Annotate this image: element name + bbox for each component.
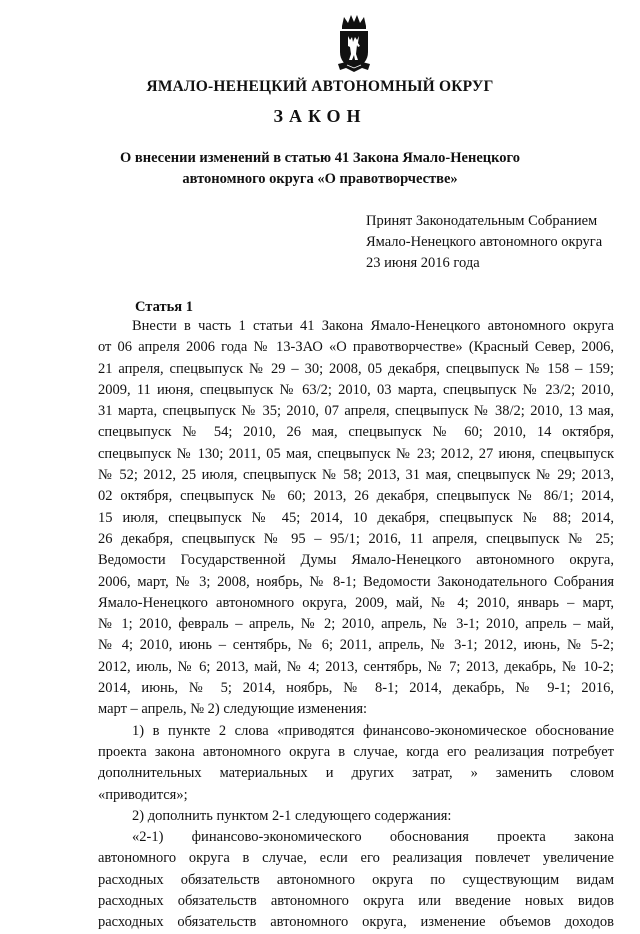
body-line: расходных обязательств автономного округа или введение новых видов xyxy=(98,893,614,910)
coat-of-arms-emblem-icon xyxy=(336,14,372,74)
body-line: 2014, июнь, № 5; 2014, ноябрь, № 8-1; 2014, декабрь, № 9-1; 2016, xyxy=(98,680,614,697)
body-line: «приводится»; xyxy=(98,786,188,803)
body-line: 31 марта, спецвыпуск № 35; 2010, 07 апреля, спецвыпуск № 38/2; 2010, 13 мая, xyxy=(98,403,614,420)
body-line: автономного округа в случае, если его реализация повлечет увеличение xyxy=(98,850,614,867)
body-line: № 52; 2012, 25 июля, спецвыпуск № 58; 2013, 31 мая, спецвыпуск № 29; 2013, xyxy=(98,467,614,484)
body-line: 02 октября, спецвыпуск № 60; 2013, 26 декабря, спецвыпуск № 86/1; 2014, xyxy=(98,488,614,505)
body-line: Ведомости Государственной Думы Ямало-Ненецкого автономного округа, xyxy=(98,552,614,569)
region-title: ЯМАЛО-НЕНЕЦКИЙ АВТОНОМНЫЙ ОКРУГ xyxy=(146,78,494,95)
law-subject-line-2: автономного округа «О правотворчестве» xyxy=(182,171,458,187)
body-line: от 06 апреля 2006 года № 13-ЗАО «О правотворчестве» (Красный Север, 2006, xyxy=(98,339,614,356)
body-line: 2006, март, № 3; 2008, ноябрь, № 8-1; Ведомости Законодательного Собрания xyxy=(98,573,614,590)
article-title: Статья 1 xyxy=(135,299,193,315)
body-line: № 1; 2010, февраль – апрель, № 2; 2010, апрель, № 3-1; 2010, апрель – май, xyxy=(98,616,614,633)
body-line: 1) в пункте 2 слова «приводятся финансово-экономическое обоснование xyxy=(132,722,614,739)
body-line: 2009, 11 июня, спецвыпуск № 63/2; 2010, 03 марта, спецвыпуск № 23/2; 2010, xyxy=(98,381,614,398)
article-body xyxy=(98,316,614,934)
body-line: 2) дополнить пунктом 2-1 следующего содержания: xyxy=(132,807,452,824)
body-line: 2012, июль, № 6; 2013, май, № 4; 2013, сентябрь, № 7; 2013, декабрь, № 10-2; xyxy=(98,658,614,675)
body-line: Внести в часть 1 статьи 41 Закона Ямало-Ненецкого автономного округа xyxy=(132,318,614,334)
body-line: 15 июля, спецвыпуск № 45; 2014, 10 декабря, спецвыпуск № 88; 2014, xyxy=(98,509,614,526)
adoption-note xyxy=(366,211,626,274)
body-line: № 4; 2010, июнь – сентябрь, № 6; 2011, апрель, № 3-1; 2012, июнь, № 5-2; xyxy=(98,637,614,654)
law-subject xyxy=(80,148,560,190)
body-line: «2-1) финансово-экономического обоснования проекта закона xyxy=(132,829,614,846)
adoption-date: 23 июня 2016 года xyxy=(366,255,480,271)
adoption-line-2: Ямало-Ненецкого автономного округа xyxy=(366,234,603,250)
body-line: 26 декабря, спецвыпуск № 95 – 95/1; 2016, 11 апреля, спецвыпуск № 25; xyxy=(98,530,614,547)
body-line: расходных обязательств автономного округа, изменение объемов доходов xyxy=(98,914,614,931)
body-line: дополнительных материальных и других затрат, » заменить словом xyxy=(98,765,614,782)
law-subject-line-1: О внесении изменений в статью 41 Закона Ямало-Ненецкого xyxy=(119,150,521,166)
body-line: проекта закона автономного округа в случае, когда его реализация потребует xyxy=(98,743,614,760)
body-line: 21 апреля, спецвыпуск № 29 – 30; 2008, 05 декабря, спецвыпуск № 158 – 159; xyxy=(98,360,614,377)
body-line: расходных обязательств автономного округа по существующим видам xyxy=(98,871,614,888)
adoption-line-1: Принят Законодательным Собранием xyxy=(366,213,598,229)
body-line: Ямало-Ненецкого автономного округа, 2009, май, № 4; 2010, январь – март, xyxy=(98,594,614,611)
body-line: спецвыпуск № 54; 2010, 26 мая, спецвыпуск № 60; 2010, 14 октября, xyxy=(98,424,614,441)
document-type-title: ЗАКОН xyxy=(273,106,367,126)
body-line: март – апрель, № 2) следующие изменения: xyxy=(98,701,368,718)
body-line: спецвыпуск № 130; 2011, 05 мая, спецвыпуск № 23; 2012, 27 июня, спецвыпуск xyxy=(98,445,614,462)
